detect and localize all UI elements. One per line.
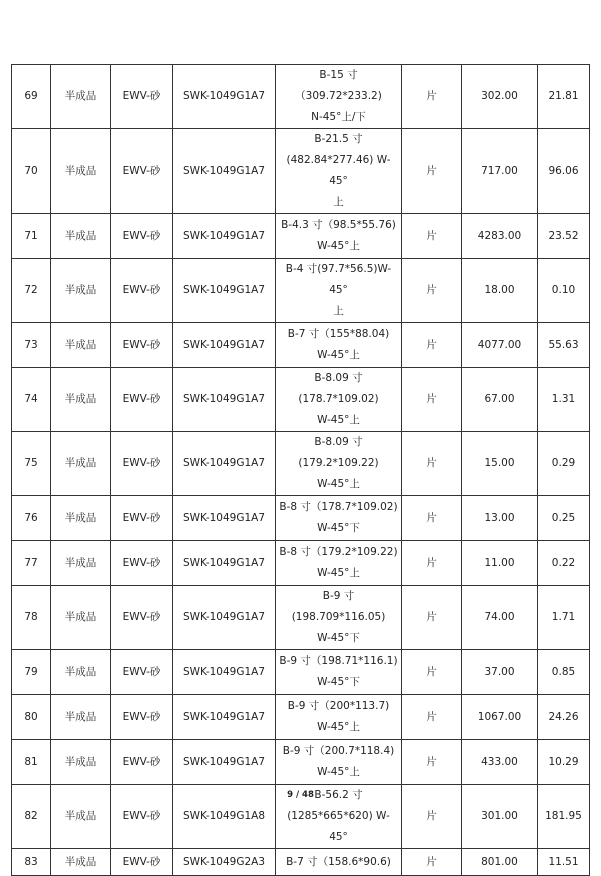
- spec-line: (1285*665*620) W-45°: [287, 810, 390, 843]
- spec-line: B-21.5 寸: [314, 133, 363, 145]
- amount-cell: 181.95: [538, 785, 590, 849]
- quantity-cell: 15.00: [462, 432, 538, 496]
- category-cell: 半成品: [51, 368, 111, 432]
- amount-cell: 0.85: [538, 650, 590, 695]
- material-cell: EWV-砂: [111, 259, 173, 323]
- category-cell: 半成品: [51, 323, 111, 368]
- table-row: [12, 695, 590, 740]
- amount-cell: 24.26: [538, 695, 590, 740]
- material-cell: EWV-砂: [111, 323, 173, 368]
- spec-line: W-45°下: [317, 676, 360, 688]
- row-number-cell: 80: [12, 695, 51, 740]
- category-cell: 半成品: [51, 432, 111, 496]
- quantity-cell: 67.00: [462, 368, 538, 432]
- quantity-cell: 433.00: [462, 740, 538, 785]
- spec-cell: [276, 849, 402, 876]
- spec-line: B-8 寸（179.2*109.22): [279, 546, 398, 558]
- quantity-cell: 1067.00: [462, 695, 538, 740]
- spec-cell: [276, 695, 402, 740]
- spec-line: B-9 寸（198.71*116.1): [279, 655, 398, 667]
- spec-cell: [276, 368, 402, 432]
- table-row: [12, 432, 590, 496]
- row-number-cell: 75: [12, 432, 51, 496]
- table-row: [12, 586, 590, 650]
- row-number-cell: 72: [12, 259, 51, 323]
- unit-cell: 片: [402, 496, 462, 541]
- spec-cell: [276, 586, 402, 650]
- spec-cell: [276, 432, 402, 496]
- row-number-cell: 82: [12, 785, 51, 849]
- part-code-cell: SWK-1049G1A8: [173, 785, 276, 849]
- inventory-table-container: [11, 64, 589, 876]
- spec-cell: [276, 214, 402, 259]
- category-cell: 半成品: [51, 740, 111, 785]
- unit-cell: 片: [402, 259, 462, 323]
- table-row: [12, 368, 590, 432]
- quantity-cell: 37.00: [462, 650, 538, 695]
- material-cell: EWV-砂: [111, 650, 173, 695]
- table-row: [12, 129, 590, 214]
- table-row: [12, 65, 590, 129]
- category-cell: 半成品: [51, 586, 111, 650]
- category-cell: 半成品: [51, 65, 111, 129]
- amount-cell: 21.81: [538, 65, 590, 129]
- part-code-cell: SWK-1049G1A7: [173, 323, 276, 368]
- spec-line: W-45°上: [317, 721, 360, 733]
- unit-cell: 片: [402, 129, 462, 214]
- spec-line: B-7 寸（158.6*90.6): [286, 855, 391, 868]
- spec-line: W-45°上: [317, 567, 360, 579]
- amount-cell: 11.51: [538, 849, 590, 876]
- category-cell: 半成品: [51, 129, 111, 214]
- unit-cell: 片: [402, 214, 462, 259]
- unit-cell: 片: [402, 740, 462, 785]
- spec-cell: [276, 541, 402, 586]
- part-code-cell: SWK-1049G1A7: [173, 214, 276, 259]
- unit-cell: 片: [402, 695, 462, 740]
- table-row: [12, 214, 590, 259]
- amount-cell: 0.29: [538, 432, 590, 496]
- table-row: [12, 323, 590, 368]
- spec-line: 上: [333, 196, 344, 208]
- table-row: [12, 259, 590, 323]
- amount-cell: 1.71: [538, 586, 590, 650]
- row-number-cell: 83: [12, 849, 51, 876]
- spec-line: B-15 寸（309.72*233.2): [295, 69, 382, 102]
- unit-cell: 片: [402, 368, 462, 432]
- category-cell: 半成品: [51, 259, 111, 323]
- spec-line: B-9 寸（200.7*118.4): [282, 745, 395, 757]
- category-cell: 半成品: [51, 541, 111, 586]
- quantity-cell: 13.00: [462, 496, 538, 541]
- spec-line: B-9 寸(198.709*116.05): [291, 590, 386, 623]
- part-code-cell: SWK-1049G1A7: [173, 586, 276, 650]
- spec-line: 上: [333, 305, 344, 317]
- part-code-cell: SWK-1049G1A7: [173, 368, 276, 432]
- page-number: 9 / 48: [287, 790, 314, 800]
- unit-cell: 片: [402, 323, 462, 368]
- amount-cell: 96.06: [538, 129, 590, 214]
- spec-line: W-45°上: [317, 349, 360, 361]
- row-number-cell: 74: [12, 368, 51, 432]
- part-code-cell: SWK-1049G1A7: [173, 259, 276, 323]
- spec-line: W-45°上: [317, 766, 360, 778]
- amount-cell: 55.63: [538, 323, 590, 368]
- quantity-cell: 717.00: [462, 129, 538, 214]
- table-row: [12, 740, 590, 785]
- amount-cell: 0.25: [538, 496, 590, 541]
- inventory-table: [11, 64, 590, 876]
- quantity-cell: 74.00: [462, 586, 538, 650]
- amount-cell: 0.10: [538, 259, 590, 323]
- unit-cell: 片: [402, 650, 462, 695]
- amount-cell: 23.52: [538, 214, 590, 259]
- spec-cell: [276, 496, 402, 541]
- part-code-cell: SWK-1049G1A7: [173, 740, 276, 785]
- table-row: [12, 541, 590, 586]
- part-code-cell: SWK-1049G1A7: [173, 432, 276, 496]
- unit-cell: 片: [402, 541, 462, 586]
- table-row: [12, 650, 590, 695]
- material-cell: EWV-砂: [111, 695, 173, 740]
- spec-cell: [276, 259, 402, 323]
- material-cell: EWV-砂: [111, 129, 173, 214]
- quantity-cell: 11.00: [462, 541, 538, 586]
- inventory-table-body: [12, 65, 590, 876]
- row-number-cell: 71: [12, 214, 51, 259]
- row-number-cell: 69: [12, 65, 51, 129]
- category-cell: 半成品: [51, 785, 111, 849]
- part-code-cell: SWK-1049G1A7: [173, 541, 276, 586]
- spec-line: B-8 寸（178.7*109.02): [279, 501, 398, 513]
- spec-line: W-45°上: [317, 414, 360, 426]
- amount-cell: 0.22: [538, 541, 590, 586]
- category-cell: 半成品: [51, 496, 111, 541]
- spec-line: B-56.2 寸: [314, 789, 363, 801]
- table-row: [12, 496, 590, 541]
- part-code-cell: SWK-1049G1A7: [173, 650, 276, 695]
- table-row: [12, 849, 590, 876]
- quantity-cell: 301.00: [462, 785, 538, 849]
- spec-line: B-7 寸（155*88.04): [287, 328, 390, 340]
- spec-line: W-45°上: [317, 240, 360, 252]
- category-cell: 半成品: [51, 214, 111, 259]
- spec-line: B-8.09 寸(178.7*109.02): [298, 372, 379, 405]
- category-cell: 半成品: [51, 695, 111, 740]
- spec-line: N-45°上/下: [311, 111, 366, 123]
- quantity-cell: 302.00: [462, 65, 538, 129]
- amount-cell: 1.31: [538, 368, 590, 432]
- material-cell: EWV-砂: [111, 541, 173, 586]
- material-cell: EWV-砂: [111, 496, 173, 541]
- material-cell: EWV-砂: [111, 368, 173, 432]
- row-number-cell: 77: [12, 541, 51, 586]
- spec-cell: [276, 129, 402, 214]
- unit-cell: 片: [402, 785, 462, 849]
- spec-line: W-45°下: [317, 632, 360, 644]
- spec-line: B-8.09 寸(179.2*109.22): [298, 436, 379, 469]
- quantity-cell: 18.00: [462, 259, 538, 323]
- spec-line: B-9 寸（200*113.7): [287, 700, 390, 712]
- part-code-cell: SWK-1049G1A7: [173, 129, 276, 214]
- row-number-cell: 78: [12, 586, 51, 650]
- spec-cell: [276, 323, 402, 368]
- part-code-cell: SWK-1049G1A7: [173, 695, 276, 740]
- amount-cell: 10.29: [538, 740, 590, 785]
- spec-line: B-4.3 寸（98.5*55.76): [281, 219, 396, 231]
- material-cell: EWV-砂: [111, 849, 173, 876]
- part-code-cell: SWK-1049G1A7: [173, 65, 276, 129]
- spec-cell: [276, 650, 402, 695]
- spec-cell: [276, 740, 402, 785]
- material-cell: EWV-砂: [111, 785, 173, 849]
- spec-line: W-45°上: [317, 478, 360, 490]
- quantity-cell: 4283.00: [462, 214, 538, 259]
- part-code-cell: SWK-1049G2A3: [173, 849, 276, 876]
- material-cell: EWV-砂: [111, 740, 173, 785]
- quantity-cell: 4077.00: [462, 323, 538, 368]
- row-number-cell: 70: [12, 129, 51, 214]
- row-number-cell: 73: [12, 323, 51, 368]
- unit-cell: 片: [402, 586, 462, 650]
- material-cell: EWV-砂: [111, 214, 173, 259]
- spec-cell: [276, 65, 402, 129]
- quantity-cell: 801.00: [462, 849, 538, 876]
- category-cell: 半成品: [51, 849, 111, 876]
- spec-line: B-4 寸(97.7*56.5)W-45°: [285, 263, 392, 296]
- unit-cell: 片: [402, 849, 462, 876]
- unit-cell: 片: [402, 65, 462, 129]
- material-cell: EWV-砂: [111, 586, 173, 650]
- material-cell: EWV-砂: [111, 432, 173, 496]
- row-number-cell: 81: [12, 740, 51, 785]
- spec-line: W-45°下: [317, 522, 360, 534]
- row-number-cell: 76: [12, 496, 51, 541]
- unit-cell: 片: [402, 432, 462, 496]
- spec-line: (482.84*277.46) W-45°: [286, 154, 391, 187]
- row-number-cell: 79: [12, 650, 51, 695]
- part-code-cell: SWK-1049G1A7: [173, 496, 276, 541]
- category-cell: 半成品: [51, 650, 111, 695]
- material-cell: EWV-砂: [111, 65, 173, 129]
